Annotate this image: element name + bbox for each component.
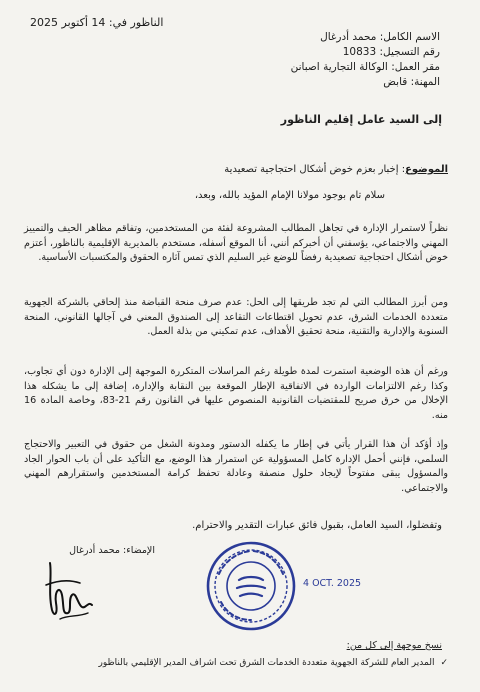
sender-workplace: مقر العمل: الوكالة التجارية اصبانن bbox=[290, 61, 440, 73]
closing-line: وتفضلوا، السيد العامل، بقبول فائق عبارات التقدير والاحترام. bbox=[192, 520, 442, 531]
check-icon: ✓ bbox=[440, 658, 448, 668]
signature-label: الإمضاء: محمد أدرغال bbox=[69, 545, 155, 556]
greeting: سلام تام بوجود مولانا الإمام المؤيد بالله، وبعد، bbox=[194, 190, 385, 201]
cc-title: نسخ موجهة إلى كل من: bbox=[346, 640, 442, 651]
cc-item-text: المدير العام للشركة الجهوية متعددة الخدمات الشرق تحت اشراف المدير الإقليمي بالناظور bbox=[98, 658, 435, 668]
paragraph-2: ومن أبرز المطالب التي لم تجد طريقها إلى الحل: عدم صرف منحة القباضة منذ إلحاقي بالشركة الجهوية متعددة الخدمات الشرق، عدم تحويل اقتطاعات التقاعد إلى الصندوق المعني في آجالها القانوني، المنحة السنوية والإدارية والتقنية، منحة تحقيق الأهداف، عدم تمكيني من بذلة العمل. bbox=[24, 297, 448, 338]
stamp-date: 4 OCT. 2025 bbox=[303, 578, 362, 589]
sender-registration: رقم التسجيل: 10833 bbox=[342, 46, 440, 58]
sender-name: الاسم الكامل: محمد أدرغال bbox=[320, 31, 440, 43]
paragraph-3: ورغم أن هذه الوضعية استمرت لمدة طويلة رغم المراسلات المتكررة الموجهة إلى الإدارة دون أي تجاوب، وكذا رغم الالتزامات الواردة في الاتفاقية الإطار الموقعة بين النقابة والإدارة، إضافة إلى ما يشكله هذا الإخلال من خرق صريح للمقتضيات القانونية المنصوص عليها في القانون رقم 21-83، وخاصة المادة 16 منه. bbox=[24, 366, 448, 421]
subject-label: الموضوع bbox=[405, 164, 448, 175]
paragraph-1: نظراً لاستمرار الإدارة في تجاهل المطالب المشروعة لفئة من المستخدمين، وتفاقم مظاهر الحيف والتمييز المهني والاجتماعي، يؤسفني أن أخبركم أنني، أنا الموقع أسفله، مستخدم بالمديرية الإقليمية بالناظور، أعتزم خوض أشكال احتجاجية تصعيدية رفضاً للوضع غير السليم الذي تمس آثاره الحقوق والمكتسبات الأساسية. bbox=[24, 223, 448, 264]
official-stamp bbox=[205, 540, 297, 632]
letter-date: الناظور في: 14 أكتوبر 2025 bbox=[30, 16, 164, 29]
recipient-line: إلى السيد عامل إقليم الناظور bbox=[280, 113, 442, 126]
cc-item bbox=[99, 658, 449, 668]
subject-text: : إخبار بعزم خوض أشكال احتجاجية تصعيدية bbox=[224, 164, 406, 175]
handwritten-signature bbox=[38, 555, 98, 625]
subject-line bbox=[28, 164, 448, 175]
paragraph-4: وإذ أؤكد أن هذا القرار يأتي في إطار ما يكفله الدستور ومدونة الشغل من حقوق في التعبير والاحتجاج السلمي، فإنني أحمل الإدارة كامل المسؤولية عن استمرار هذا الوضع، مع التأكيد على أن باب الحوار الجاد والمسؤول يبقى مفتوحاً لإيجاد حلول منصفة وعادلة تحفظ كرامة المستخدمين واستقرارهم المهني والاجتماعي. bbox=[24, 439, 448, 494]
sender-profession: المهنة: قابض bbox=[383, 76, 440, 88]
